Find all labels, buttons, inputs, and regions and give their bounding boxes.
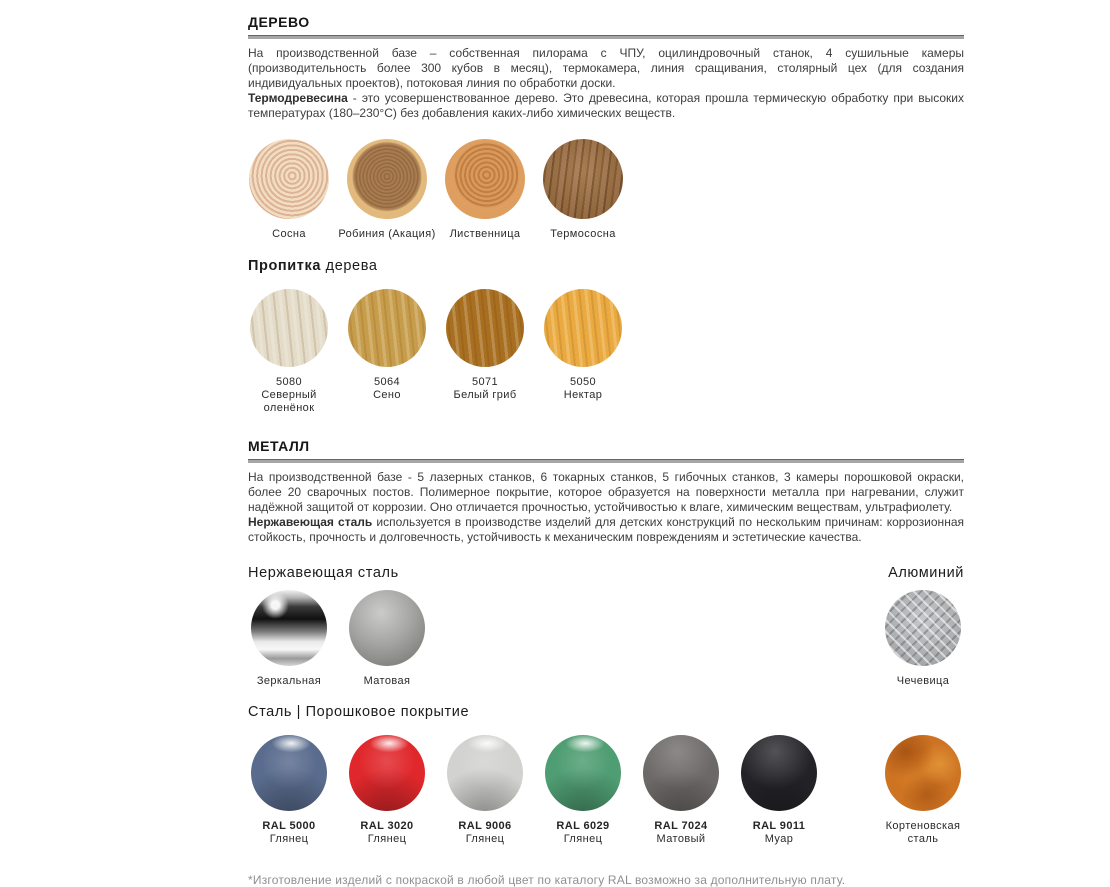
ral-footnote: *Изготовление изделий с покраской в любой цвет по каталогу RAL возможно за дополнительную плату.	[248, 873, 846, 887]
mirror-steel-label: Зеркальная	[256, 675, 322, 687]
swatch-ral-3020	[338, 735, 436, 846]
ral-3020-sphere	[349, 735, 425, 811]
treatment-title-bold: Пропитка	[248, 258, 322, 274]
ral-6029-label	[556, 820, 609, 846]
swatch-larch	[436, 139, 534, 241]
wood-paragraph-1: На производственной базе – собственная пилорама с ЧПУ, оцилиндровочный станок, 4 сушильные камеры (производительность более 300 кубов в месяц), термокамера, линия сращивания, столярный цех (для создания индивидуальных проектов), потоковая линия по обработки доски.	[248, 46, 964, 90]
stainless-swatch-row	[240, 590, 964, 688]
swatch-ral-6029	[534, 735, 632, 846]
ral-finish: Глянец	[465, 833, 505, 845]
ral-3020-label	[360, 820, 413, 846]
robinia-wood-slice	[347, 139, 427, 219]
stain-code: 5071	[471, 376, 499, 388]
stain-code: 5080	[275, 376, 303, 388]
swatch-stain-5071	[436, 289, 534, 415]
stain-5064-label	[343, 376, 431, 402]
stain-5050-circle	[544, 289, 622, 367]
corten-steel-circle	[885, 735, 961, 811]
treatment-title-rest: дерева	[321, 258, 378, 274]
metal-description	[248, 470, 964, 545]
ral-9006-sphere	[447, 735, 523, 811]
stain-name: Северный оленёнок	[261, 389, 317, 414]
robinia-label: Робиния (Акация)	[338, 228, 436, 240]
swatch-stain-5080	[240, 289, 338, 415]
swatch-ral-9011	[730, 735, 828, 846]
ral-5000-label	[262, 820, 315, 846]
wood-treatment-title	[248, 258, 964, 274]
pine-wood-slice	[249, 139, 329, 219]
stain-5071-label	[441, 376, 529, 402]
wood-section-title: ДЕРЕВО	[248, 14, 310, 30]
ral-finish: Муар	[764, 833, 794, 845]
ral-finish: Глянец	[367, 833, 407, 845]
metal-section-title: МЕТАЛЛ	[248, 438, 310, 454]
stainless-steel-title: Нержавеющая сталь	[248, 565, 399, 581]
thermopine-wood-slice	[543, 139, 623, 219]
thermowood-definition: - это усовершенствованное дерево. Это древесина, которая прошла термическую обработку при высоких температурах (180–230°С) без добавления каких-либо химических веществ.	[248, 91, 964, 120]
ral-9011-label	[753, 820, 806, 846]
thermopine-label: Термососна	[550, 228, 616, 240]
swatch-stain-5064	[338, 289, 436, 415]
stain-5080-circle	[250, 289, 328, 367]
swatch-stain-5050	[534, 289, 632, 415]
swatch-robinia	[338, 139, 436, 241]
ral-finish: Глянец	[269, 833, 309, 845]
page-content	[248, 0, 964, 887]
aluminum-checker-label: Чечевица	[896, 675, 950, 687]
ral-7024-label	[654, 820, 707, 846]
ral-code: RAL 9006	[458, 820, 512, 832]
stain-name: Сено	[373, 389, 401, 401]
ral-code: RAL 9011	[752, 820, 806, 832]
stain-5050-label	[539, 376, 627, 402]
matte-steel-label: Матовая	[363, 675, 411, 687]
ral-finish: Глянец	[563, 833, 603, 845]
mirror-steel-sphere	[251, 590, 327, 666]
stain-swatch-row	[240, 289, 964, 415]
stainless-term: Нержавеющая сталь	[248, 515, 373, 529]
powder-swatch-row	[240, 735, 964, 846]
swatch-corten-steel	[874, 735, 972, 846]
stain-name: Белый гриб	[453, 389, 517, 401]
ral-finish: Матовый	[656, 833, 706, 845]
powder-coating-title: Сталь | Порошковое покрытие	[248, 704, 470, 720]
ral-code: RAL 3020	[360, 820, 414, 832]
wood-section-divider	[248, 35, 964, 39]
swatch-ral-5000	[240, 735, 338, 846]
wood-description	[248, 46, 964, 121]
swatch-ral-9006	[436, 735, 534, 846]
stain-5071-circle	[446, 289, 524, 367]
wood-swatch-row	[240, 139, 964, 241]
aluminum-title: Алюминий	[888, 565, 964, 581]
swatch-pine	[240, 139, 338, 241]
thermowood-term: Термодревесина	[248, 91, 348, 105]
larch-label: Лиственница	[449, 228, 521, 240]
ral-5000-sphere	[251, 735, 327, 811]
aluminum-checker-plate	[885, 590, 961, 666]
ral-6029-sphere	[545, 735, 621, 811]
ral-9006-label	[458, 820, 511, 846]
metal-section-divider	[248, 459, 964, 463]
swatch-ral-7024	[632, 735, 730, 846]
stainless-definition: используется в производстве изделий для детских конструкций по нескольким причинам: коррозионная стойкость, прочность и долговечность, устойчивость к механическим повреждениям и эстетические качества.	[248, 515, 964, 544]
corten-steel-label: Кортеновская сталь	[885, 820, 961, 845]
ral-7024-sphere	[643, 735, 719, 811]
swatch-aluminum-checker	[874, 590, 972, 688]
pine-label: Сосна	[272, 228, 306, 240]
swatch-matte-steel	[338, 590, 436, 688]
stain-name: Нектар	[563, 389, 603, 401]
swatch-mirror-steel	[240, 590, 338, 688]
stain-5080-label	[245, 376, 333, 415]
swatch-thermopine	[534, 139, 632, 241]
metal-paragraph-2	[248, 515, 964, 545]
stain-5064-circle	[348, 289, 426, 367]
matte-steel-sphere	[349, 590, 425, 666]
ral-code: RAL 7024	[654, 820, 708, 832]
ral-code: RAL 5000	[262, 820, 316, 832]
ral-9011-sphere	[741, 735, 817, 811]
stain-code: 5064	[373, 376, 401, 388]
ral-code: RAL 6029	[556, 820, 610, 832]
stainless-aluminum-headings	[248, 565, 964, 581]
metal-paragraph-1: На производственной базе - 5 лазерных станков, 6 токарных станков, 5 гибочных станков, 3 камеры порошковой окраски, более 20 сварочных постов. Полимерное покрытие, которое образуется на поверхности металла при нагревании, служит надёжной защитой от коррозии. Оно отличается прочностью, устойчивостью к влаге, химическим веществам, ультрафиолету.	[248, 470, 964, 514]
larch-wood-slice	[445, 139, 525, 219]
stain-code: 5050	[569, 376, 597, 388]
wood-paragraph-2	[248, 91, 964, 121]
